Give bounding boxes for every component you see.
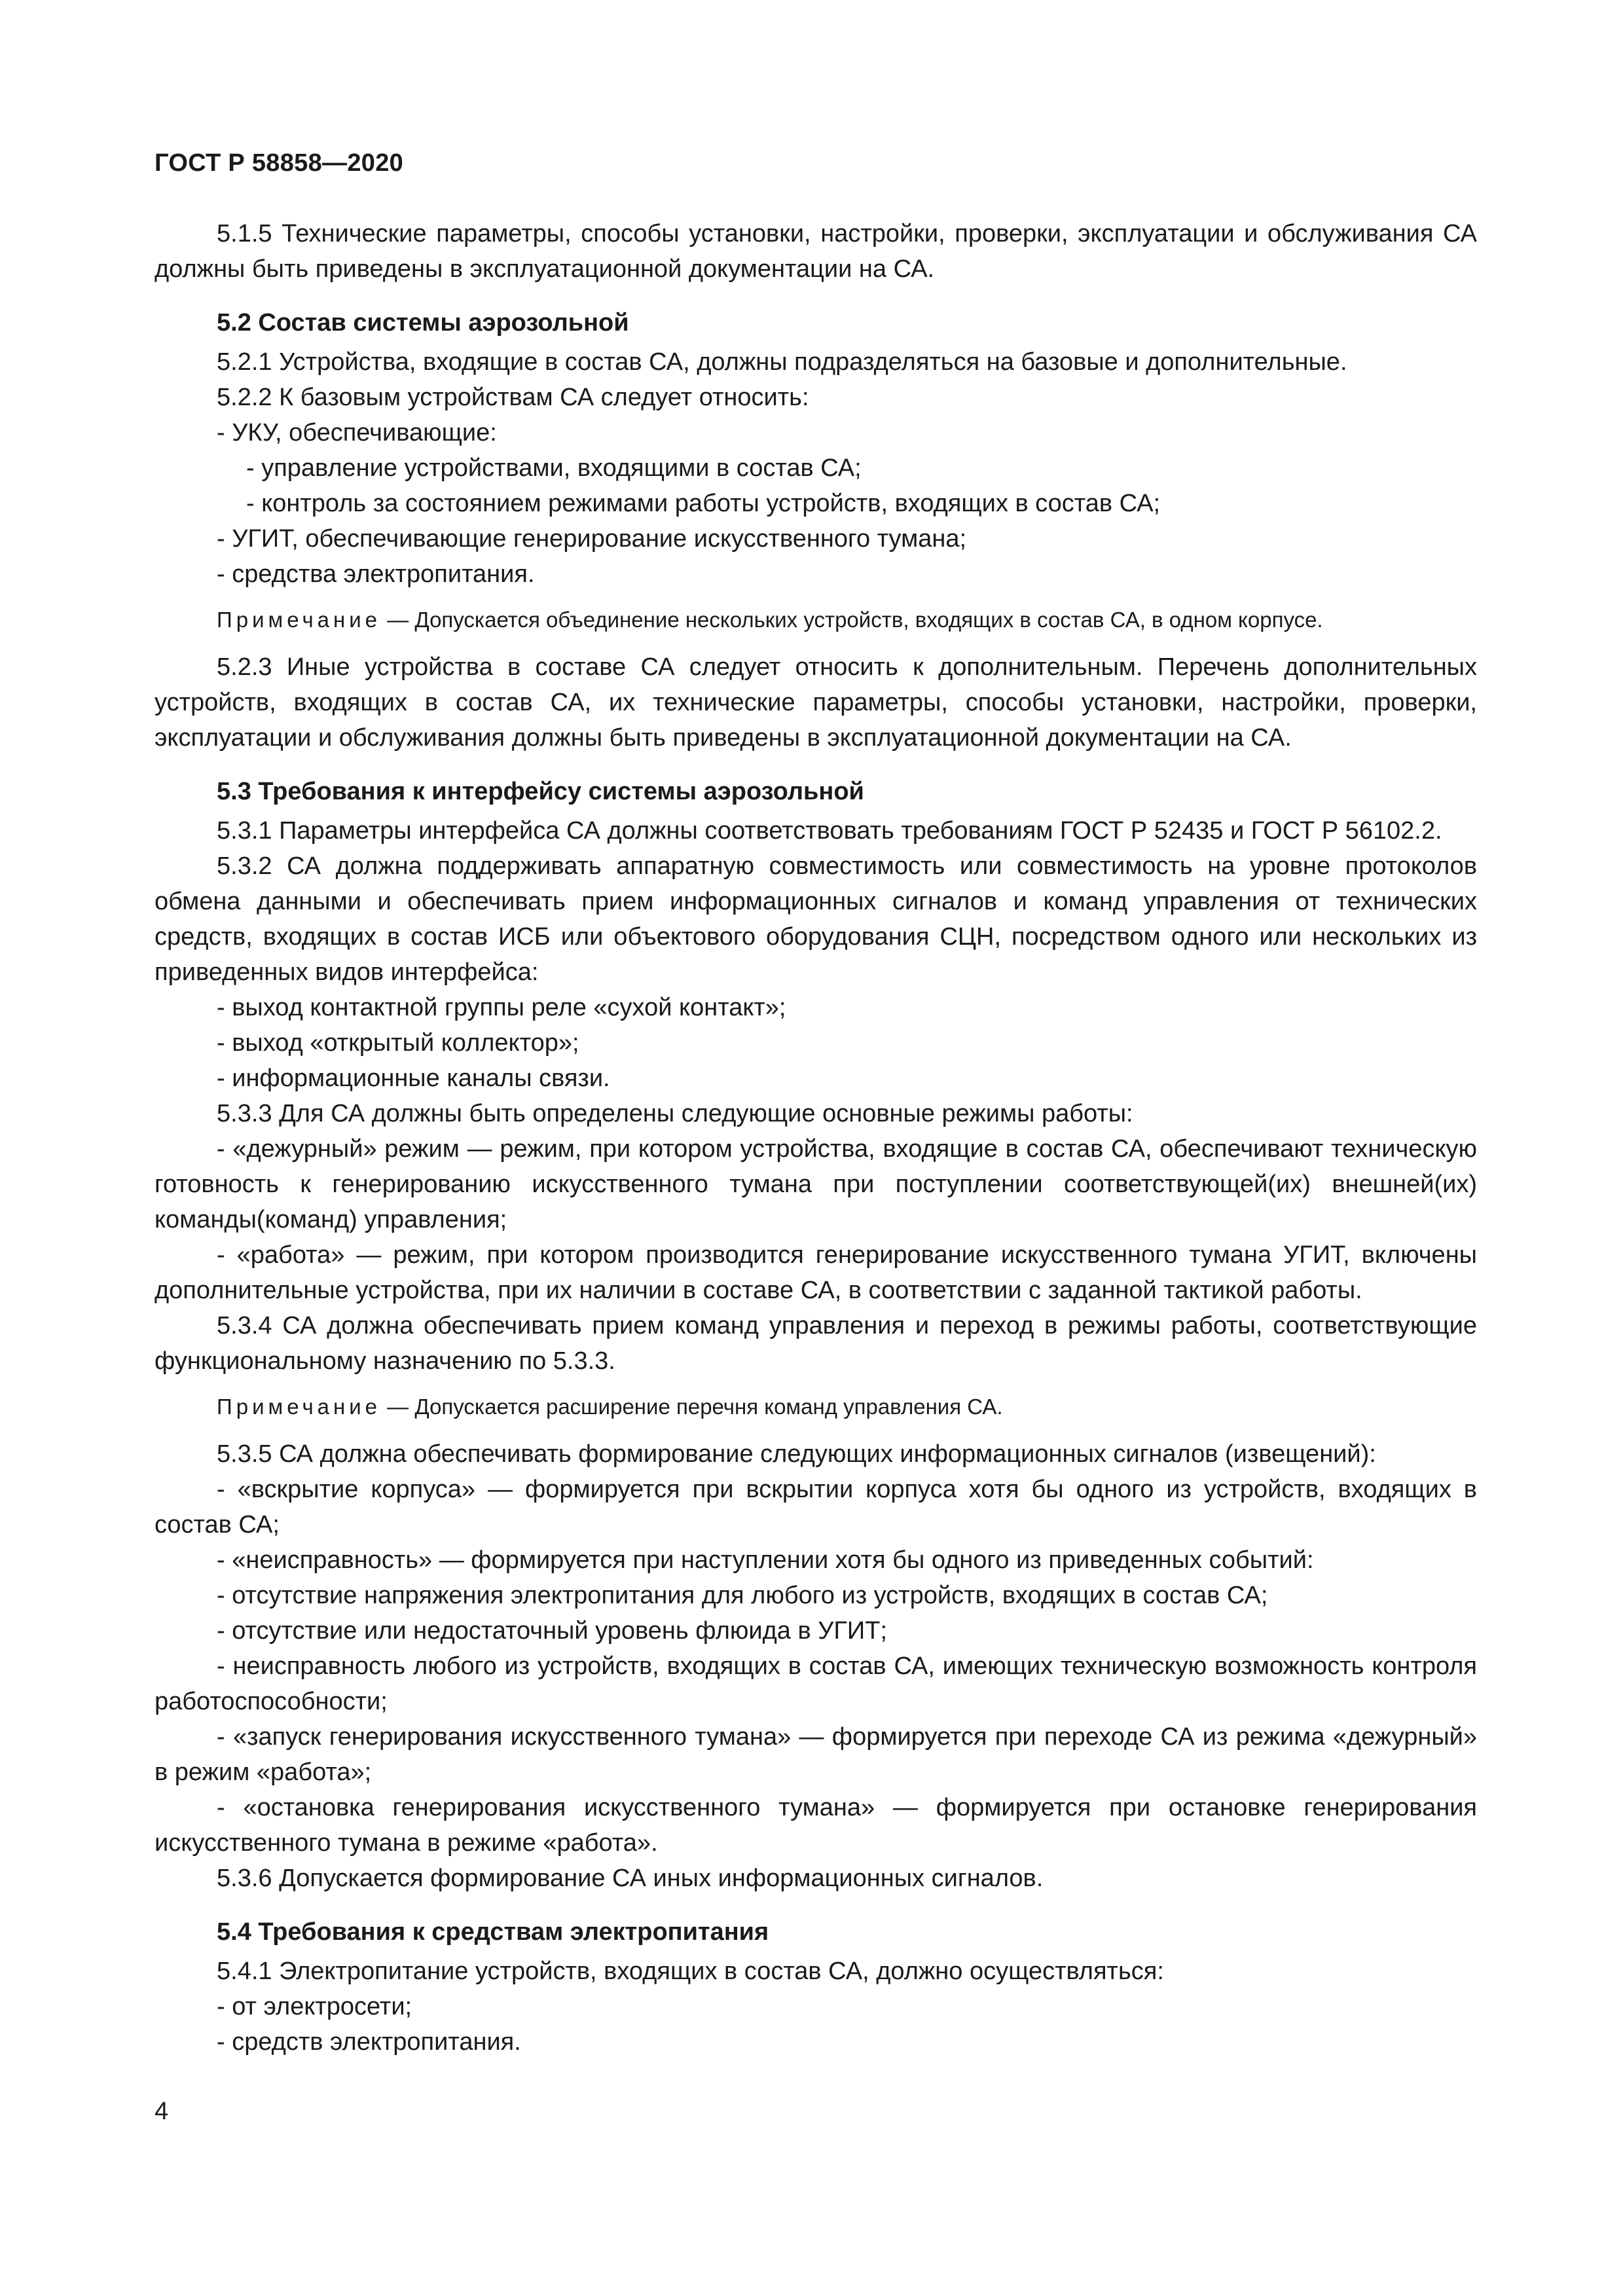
paragraph-5-2-2: 5.2.2 К базовым устройствам СА следует относить: bbox=[217, 384, 809, 411]
list-item: - контроль за состоянием режимами работы устройств, входящих в состав СА; bbox=[246, 490, 1161, 517]
heading-5-4: 5.4 Требования к средствам электропитания bbox=[217, 1918, 769, 1946]
paragraph-5-4-1: 5.4.1 Электропитание устройств, входящих в состав СА, должно осуществляться: bbox=[217, 1958, 1164, 1985]
page-number: 4 bbox=[155, 2098, 169, 2125]
list-item: - «запуск генерирования искусственного тумана» — формируется при переходе СА из режима «дежурный» в режим «работа»; bbox=[155, 1723, 1477, 1786]
note-text: — Допускается объединение нескольких устройств, входящих в состав СА, в одном корпусе. bbox=[381, 608, 1323, 632]
list-item: - информационные каналы связи. bbox=[217, 1065, 610, 1092]
list-item: - средства электропитания. bbox=[217, 560, 535, 588]
paragraph-5-1-5: 5.1.5 Технические параметры, способы установки, настройки, проверки, эксплуатации и обслуживания СА должны быть приведены в эксплуатационной документации на СА. bbox=[155, 220, 1477, 283]
list-item: - средств электропитания. bbox=[217, 2028, 521, 2056]
list-item: - неисправность любого из устройств, входящих в состав СА, имеющих техническую возможность контроля работоспособности; bbox=[155, 1652, 1477, 1715]
heading-5-2: 5.2 Состав системы аэрозольной bbox=[217, 309, 629, 337]
list-item: - «вскрытие корпуса» — формируется при вскрытии корпуса хотя бы одного из устройств, входящих в состав СА; bbox=[155, 1476, 1477, 1539]
list-item: - УКУ, обеспечивающие: bbox=[217, 419, 497, 446]
paragraph-5-3-5: 5.3.5 СА должна обеспечивать формирование следующих информационных сигналов (извещений): bbox=[217, 1440, 1376, 1468]
note-2 bbox=[155, 1389, 1477, 1425]
list-item: - «работа» — режим, при котором производится генерирование искусственного тумана УГИТ, включены дополнительные устройства, при их наличии в составе СА, в соответствии с заданной тактикой работы. bbox=[155, 1241, 1477, 1304]
list-item: - выход «открытый коллектор»; bbox=[217, 1029, 579, 1057]
list-item: - «неисправность» — формируется при наступлении хотя бы одного из приведенных событий: bbox=[217, 1546, 1314, 1574]
list-item: - отсутствие напряжения электропитания для любого из устройств, входящих в состав СА; bbox=[217, 1582, 1268, 1609]
paragraph-5-2-1: 5.2.1 Устройства, входящие в состав СА, должны подразделяться на базовые и дополнительные. bbox=[217, 348, 1347, 376]
paragraph-5-3-6: 5.3.6 Допускается формирование СА иных информационных сигналов. bbox=[217, 1865, 1044, 1892]
list-item: - от электросети; bbox=[217, 1993, 412, 2020]
paragraph-5-2-3: 5.2.3 Иные устройства в составе СА следует относить к дополнительным. Перечень дополнительных устройств, входящих в состав СА, их технические параметры, способы установки, настройки, проверки, эксплуатации и обслуживания должны быть приведены в эксплуатационной документации на СА. bbox=[155, 653, 1477, 752]
paragraph-5-3-4: 5.3.4 СА должна обеспечивать прием команд управления и переход в режимы работы, соответствующие функциональному назначению по 5.3.3. bbox=[155, 1312, 1477, 1375]
note-1 bbox=[155, 602, 1477, 638]
list-item: - УГИТ, обеспечивающие генерирование искусственного тумана; bbox=[217, 525, 967, 553]
paragraph-5-3-2: 5.3.2 СА должна поддерживать аппаратную совместимость или совместимость на уровне протоколов обмена данными и обеспечивать прием информационных сигналов и команд управления от технических средств, входящих в состав ИСБ или объектового оборудования СЦН, посредством одного или нескольких из приведенных видов интерфейса: bbox=[155, 852, 1477, 986]
list-item: - отсутствие или недостаточный уровень флюида в УГИТ; bbox=[217, 1617, 887, 1645]
note-label: Примечание bbox=[217, 608, 382, 632]
list-item: - «дежурный» режим — режим, при котором устройства, входящие в состав СА, обеспечивают техническую готовность к генерированию искусственного тумана при поступлении соответствующей(их) внешней(их) команды(команд) управления; bbox=[155, 1135, 1477, 1233]
paragraph-5-3-3: 5.3.3 Для СА должны быть определены следующие основные режимы работы: bbox=[217, 1100, 1133, 1127]
list-item: - «остановка генерирования искусственного тумана» — формируется при остановке генерирования искусственного тумана в режиме «работа». bbox=[155, 1794, 1477, 1857]
document-body bbox=[155, 216, 1477, 2060]
list-item: - выход контактной группы реле «сухой контакт»; bbox=[217, 994, 786, 1021]
paragraph-5-3-1: 5.3.1 Параметры интерфейса СА должны соответствовать требованиям ГОСТ Р 52435 и ГОСТ Р 56102.2. bbox=[217, 817, 1442, 845]
note-label: Примечание bbox=[217, 1394, 382, 1419]
list-item: - управление устройствами, входящими в состав СА; bbox=[246, 454, 862, 482]
heading-5-3: 5.3 Требования к интерфейсу системы аэрозольной bbox=[217, 778, 864, 805]
document-header: ГОСТ Р 58858—2020 bbox=[155, 149, 404, 177]
note-text: — Допускается расширение перечня команд управления СА. bbox=[381, 1394, 1003, 1419]
